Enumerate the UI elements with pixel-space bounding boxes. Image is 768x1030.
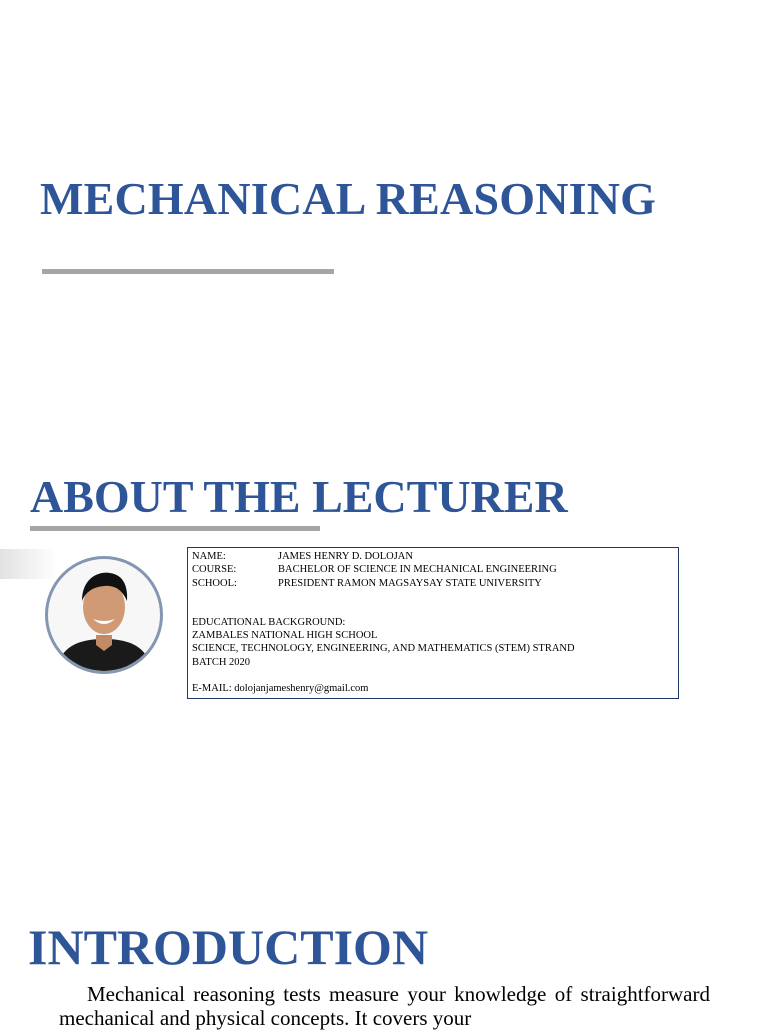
edu-batch: BATCH 2020 bbox=[192, 656, 251, 668]
email-label: E-MAIL: bbox=[192, 683, 232, 695]
email-value[interactable]: dolojanjameshenry@gmail.com bbox=[234, 683, 369, 695]
about-heading: ABOUT THE LECTURER bbox=[30, 471, 568, 522]
edu-strand: SCIENCE, TECHNOLOGY, ENGINEERING, AND MATHEMATICS (STEM) STRAND bbox=[192, 643, 575, 655]
name-row bbox=[192, 550, 674, 563]
lecturer-photo bbox=[45, 556, 163, 674]
course-value: BACHELOR OF SCIENCE IN MECHANICAL ENGINEERING bbox=[278, 564, 557, 576]
decorative-fade bbox=[0, 549, 58, 579]
course-label: COURSE: bbox=[192, 564, 237, 576]
intro-heading: INTRODUCTION bbox=[28, 919, 429, 975]
intro-paragraph: Mechanical reasoning tests measure your knowledge of straightforward mechanical and physical concepts. It covers your bbox=[59, 982, 710, 1030]
document-title: MECHANICAL REASONING bbox=[40, 173, 657, 224]
course-row bbox=[192, 563, 674, 576]
school-label: SCHOOL: bbox=[192, 577, 237, 589]
school-row bbox=[192, 577, 674, 590]
edu-school: ZAMBALES NATIONAL HIGH SCHOOL bbox=[192, 630, 378, 642]
name-value: JAMES HENRY D. DOLOJAN bbox=[278, 551, 413, 562]
about-divider bbox=[30, 526, 320, 531]
title-divider bbox=[42, 269, 334, 274]
email-row bbox=[192, 682, 674, 695]
school-value: PRESIDENT RAMON MAGSAYSAY STATE UNIVERSITY bbox=[278, 577, 542, 589]
edu-heading: EDUCATIONAL BACKGROUND: bbox=[192, 616, 346, 628]
lecturer-info-box bbox=[187, 547, 679, 699]
name-label: NAME: bbox=[192, 551, 226, 562]
